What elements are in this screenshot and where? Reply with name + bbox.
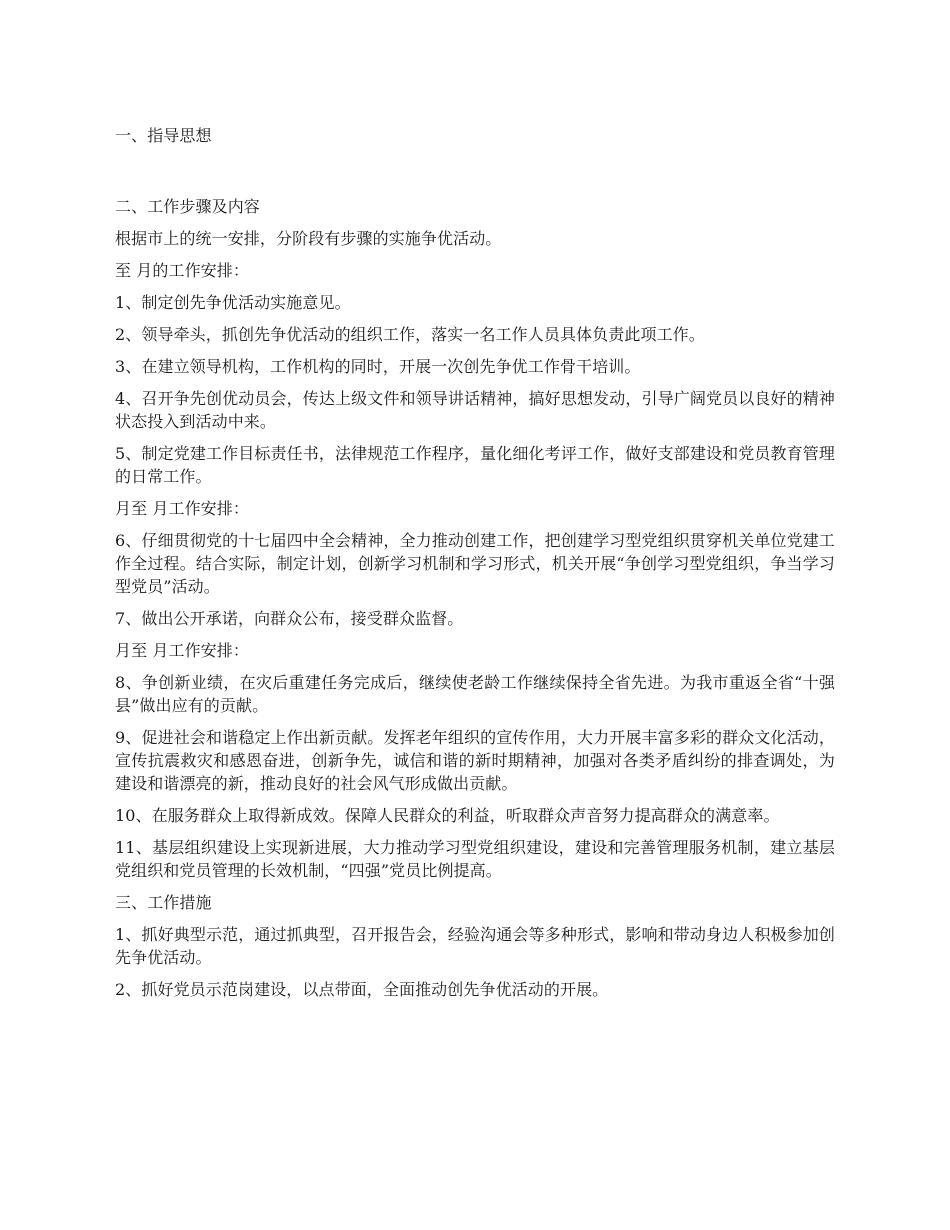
paragraph: 4、召开争先创优动员会，传达上级文件和领导讲话精神，搞好思想发动，引导广阔党员以良好的精神状态投入到活动中来。: [115, 389, 835, 431]
section-heading-steps: 二、工作步骤及内容: [115, 197, 260, 216]
paragraph: 10、在服务群众上取得新成效。保障人民群众的利益，听取群众声音努力提高群众的满意率。: [115, 806, 780, 825]
paragraph: 至 月的工作安排：: [115, 261, 249, 280]
paragraph: 11、基层组织建设上实现新进展，大力推动学习型党组织建设，建设和完善管理服务机制，建立基层党组织和党员管理的长效机制，“四强”党员比例提高。: [115, 838, 835, 880]
document-page: [115, 124, 835, 1010]
paragraph: 2、抓好党员示范岗建设，以点带面，全面推动创先争优活动的开展。: [115, 980, 609, 999]
paragraph: 5、制定党建工作目标责任书，法律规范工作程序，量化细化考评工作，做好支部建设和党员教育管理的日常工作。: [115, 444, 835, 486]
paragraph: 根据市上的统一安排，分阶段有步骤的实施争优活动。: [115, 229, 502, 248]
paragraph: 月至 月工作安排：: [115, 499, 249, 518]
paragraph: 2、领导牵头，抓创先争优活动的组织工作，落实一名工作人员具体负责此项工作。: [115, 325, 705, 344]
paragraph: 月至 月工作安排：: [115, 641, 249, 660]
section-heading-guiding-ideology: 一、指导思想: [115, 126, 212, 145]
paragraph: 6、仔细贯彻党的十七届四中全会精神，全力推动创建工作，把创建学习型党组织贯穿机关单位党建工作全过程。结合实际，制定计划，创新学习机制和学习形式，机关开展“争创学习型党组织，争当学习型党员”活动。: [115, 531, 835, 596]
paragraph: 7、做出公开承诺，向群众公布，接受群众监督。: [115, 609, 464, 628]
paragraph: 1、制定创先争优活动实施意见。: [115, 293, 351, 312]
paragraph: 9、促进社会和谐稳定上作出新贡献。发挥老年组织的宣传作用，大力开展丰富多彩的群众文化活动，宣传抗震救灾和感恩奋进，创新争先，诚信和谐的新时期精神，加强对各类矛盾纠纷的排查调处，为建设和谐漂亮的新，推动良好的社会风气形成做出贡献。: [115, 728, 835, 793]
paragraph: 8、争创新业绩，在灾后重建任务完成后，继续使老龄工作继续保持全省先进。为我市重返全省“十强县”做出应有的贡献。: [115, 673, 835, 715]
section-heading-measures: 三、工作措施: [115, 893, 212, 912]
paragraph: 3、在建立领导机构，工作机构的同时，开展一次创先争优工作骨干培训。: [115, 357, 641, 376]
paragraph: 1、抓好典型示范，通过抓典型，召开报告会，经验沟通会等多种形式，影响和带动身边人积极参加创先争优活动。: [115, 925, 835, 967]
